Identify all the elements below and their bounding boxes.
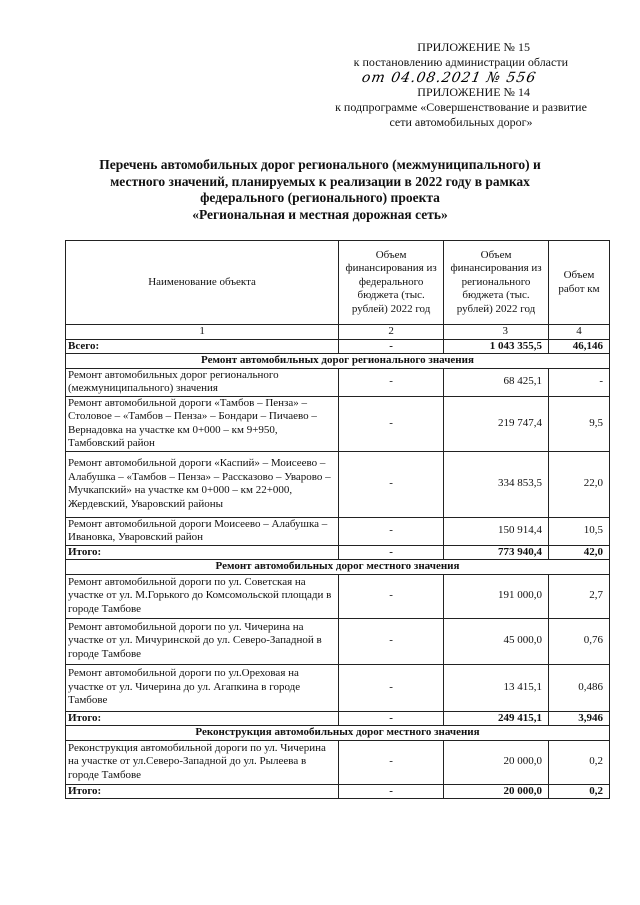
- work-volume-km: 2,7: [549, 574, 610, 618]
- col-number: 2: [339, 325, 444, 340]
- regional-amount: 45 000,0: [444, 618, 549, 664]
- table-row: [66, 618, 610, 664]
- object-name: Ремонт автомобильной дороги по ул. Советская на участке от ул. М.Горького до Комсомольской площади в городе Тамбове: [66, 574, 339, 618]
- document-title: [70, 157, 570, 223]
- grand-total-km: 46,146: [549, 339, 610, 354]
- work-volume-km: 22,0: [549, 451, 610, 517]
- section-total-label: Итого:: [66, 784, 339, 799]
- col-number: 4: [549, 325, 610, 340]
- section-header-row: [66, 560, 610, 575]
- federal-amount: -: [339, 574, 444, 618]
- object-name: Реконструкция автомобильной дороги по ул. Чичерина на участке от ул.Северо-Западной до ул. Рылеева в городе Тамбове: [66, 740, 339, 784]
- appendix-15-subtitle: к постановлению администрации области: [353, 55, 568, 69]
- work-volume-km: 10,5: [549, 517, 610, 545]
- section-total-federal: -: [339, 784, 444, 799]
- col-number: 1: [66, 325, 339, 340]
- table-row: [66, 368, 610, 396]
- title-line: Перечень автомобильных дорог регионального (межмуниципального) и: [99, 157, 541, 172]
- section-total-km: 0,2: [549, 784, 610, 799]
- header-regional: Объем финансирования из регионального бюджета (тыс. рублей) 2022 год: [444, 241, 549, 325]
- federal-amount: -: [339, 618, 444, 664]
- header-federal: Объем финансирования из федерального бюджета (тыс. рублей) 2022 год: [339, 241, 444, 325]
- grand-total-regional: 1 043 355,5: [444, 339, 549, 354]
- section-total-regional: 20 000,0: [444, 784, 549, 799]
- table-header-row: [66, 241, 610, 325]
- section-title: Реконструкция автомобильных дорог местного значения: [66, 726, 610, 741]
- table-row: [66, 451, 610, 517]
- header-name: Наименование объекта: [66, 241, 339, 325]
- regional-amount: 219 747,4: [444, 396, 549, 451]
- grand-total-row: [66, 339, 610, 354]
- object-name: Ремонт автомобильной дороги «Каспий» – Моисеево – Алабушка – «Тамбов – Пенза» – Рассказово – Уварово –Мучкапский» на участке км 0+000 – км 22+000, Жердевский, Уваровский районы: [66, 451, 339, 517]
- regional-amount: 191 000,0: [444, 574, 549, 618]
- regional-amount: 334 853,5: [444, 451, 549, 517]
- section-total-regional: 249 415,1: [444, 711, 549, 726]
- column-number-row: [66, 325, 610, 340]
- federal-amount: -: [339, 451, 444, 517]
- section-total-row: [66, 784, 610, 799]
- object-name: Ремонт автомобильной дороги по ул. Чичерина на участке от ул. Мичуринской до ул. Северо-Западной в городе Тамбове: [66, 618, 339, 664]
- section-total-row: [66, 545, 610, 560]
- title-line: местного значений, планируемых к реализации в 2022 году в рамках: [110, 173, 530, 189]
- section-total-federal: -: [339, 545, 444, 560]
- appendix-14-subtitle: к подпрограмме «Совершенствование и развитие сети автомобильных дорог»: [335, 100, 587, 129]
- federal-amount: -: [339, 740, 444, 784]
- regional-amount: 150 914,4: [444, 517, 549, 545]
- object-name: Ремонт автомобильной дороги по ул.Ореховая на участке от ул. Чичерина до ул. Агапкина в городе Тамбове: [66, 664, 339, 711]
- object-name: Ремонт автомобильных дорог регионального (межмуниципального) значения: [66, 368, 339, 396]
- object-name: Ремонт автомобильной дороги Моисеево – Алабушка – Ивановка, Уваровский район: [66, 517, 339, 545]
- federal-amount: -: [339, 368, 444, 396]
- section-total-federal: -: [339, 711, 444, 726]
- work-volume-km: 0,486: [549, 664, 610, 711]
- section-total-label: Итого:: [66, 545, 339, 560]
- work-volume-km: 0,76: [549, 618, 610, 664]
- appendix-15-label: ПРИЛОЖЕНИЕ № 15: [417, 40, 530, 54]
- table-row: [66, 574, 610, 618]
- section-total-regional: 773 940,4: [444, 545, 549, 560]
- work-volume-km: -: [549, 368, 610, 396]
- appendix-14-label: ПРИЛОЖЕНИЕ № 14: [417, 85, 530, 99]
- work-volume-km: 9,5: [549, 396, 610, 451]
- section-header-row: [66, 354, 610, 369]
- title-line: «Региональная и местная дорожная сеть»: [192, 206, 448, 222]
- federal-amount: -: [339, 396, 444, 451]
- federal-amount: -: [339, 664, 444, 711]
- object-name: Ремонт автомобильной дороги «Тамбов – Пенза» – Столовое – «Тамбов – Пенза» – Бондари – Пичаево – Вернадовка на участке км 0+000 – км 9+950, Тамбовский район: [66, 396, 339, 451]
- table-row: [66, 664, 610, 711]
- table-body: [66, 339, 610, 799]
- section-total-row: [66, 711, 610, 726]
- col-number: 3: [444, 325, 549, 340]
- regional-amount: 13 415,1: [444, 664, 549, 711]
- regional-amount: 68 425,1: [444, 368, 549, 396]
- federal-amount: -: [339, 517, 444, 545]
- table-row: [66, 517, 610, 545]
- section-total-km: 42,0: [549, 545, 610, 560]
- grand-total-label: Всего:: [66, 339, 339, 354]
- grand-total-federal: -: [339, 339, 444, 354]
- handwritten-date-signature: от 04.08.2021 № 556: [360, 70, 538, 86]
- section-total-label: Итого:: [66, 711, 339, 726]
- table-row: [66, 740, 610, 784]
- section-title: Ремонт автомобильных дорог местного значения: [66, 560, 610, 575]
- section-total-km: 3,946: [549, 711, 610, 726]
- section-header-row: [66, 726, 610, 741]
- title-line: федерального (регионального) проекта: [200, 190, 440, 205]
- regional-amount: 20 000,0: [444, 740, 549, 784]
- header-volume: Объем работ км: [549, 241, 610, 325]
- work-volume-km: 0,2: [549, 740, 610, 784]
- section-title: Ремонт автомобильных дорог регионального значения: [66, 354, 610, 369]
- roads-table: [65, 240, 610, 799]
- table-row: [66, 396, 610, 451]
